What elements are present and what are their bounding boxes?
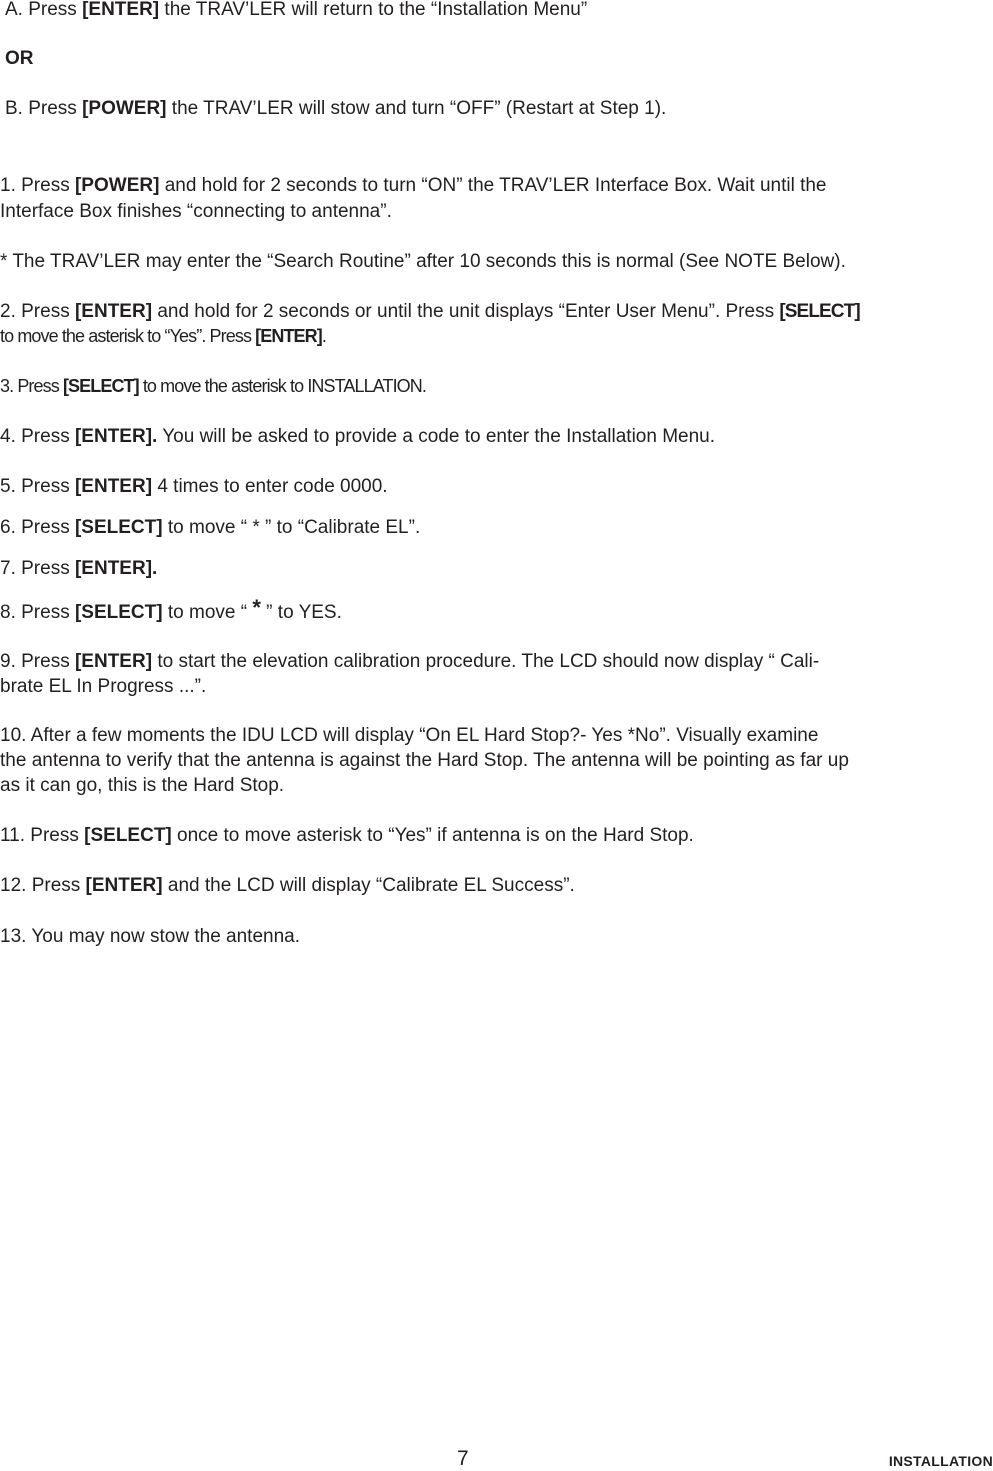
step-9-line-2: brate EL In Progress ...”. <box>0 676 207 697</box>
step-9-line-1 <box>0 650 819 674</box>
step-7 <box>0 557 157 581</box>
step-11-key: [SELECT] <box>84 825 172 846</box>
step-3 <box>0 374 426 398</box>
step-2-key-2: [SELECT] <box>779 301 860 322</box>
step-1-key: [POWER] <box>74 175 160 196</box>
step-9-pre: 9. Press <box>0 651 75 672</box>
step-3-post: to move the asterisk to INSTALLATION. <box>138 376 426 396</box>
step-5-key: [ENTER] <box>74 476 153 497</box>
step-5-post: 4 times to enter code 0000. <box>152 476 388 497</box>
step-3-pre: 3. Press <box>0 376 63 396</box>
step-2-key: [ENTER] <box>74 301 153 322</box>
step-8-key: [SELECT] <box>74 602 163 623</box>
step-9-key: [ENTER] <box>74 651 153 672</box>
option-a-pre: A. Press <box>5 0 83 20</box>
step-6 <box>0 516 420 540</box>
step-6-post: to move “ * ” to “Calibrate EL”. <box>162 517 421 538</box>
section-label: INSTALLATION <box>888 1453 993 1469</box>
step-5-pre: 5. Press <box>0 476 75 497</box>
step-12-key: [ENTER] <box>85 875 163 896</box>
option-b-pre: B. Press <box>5 98 83 119</box>
step-1-line-2: Interface Box finishes “connecting to antenna”. <box>0 201 392 222</box>
option-a-key: [ENTER] <box>82 0 160 20</box>
search-routine-note: * The TRAV’LER may enter the “Search Routine” after 10 seconds this is normal (See NOTE Below). <box>0 251 846 272</box>
step-7-key: [ENTER]. <box>74 558 158 579</box>
step-2-pre: 2. Press <box>0 301 75 322</box>
step-4-key: [ENTER]. <box>74 426 158 447</box>
option-b-post: the TRAV’LER will stow and turn “OFF” (Restart at Step 1). <box>166 98 667 119</box>
step-10-line-3: as it can go, this is the Hard Stop. <box>0 775 285 796</box>
step-9-post: to start the elevation calibration procedure. The LCD should now display “ Cali- <box>152 651 820 672</box>
step-6-pre: 6. Press <box>0 517 75 538</box>
step-2-line-1 <box>0 300 860 324</box>
step-8 <box>0 595 342 625</box>
option-a <box>5 0 587 22</box>
option-a-post: the TRAV’LER will return to the “Installation Menu” <box>159 0 588 20</box>
step-12 <box>0 874 575 898</box>
step-12-post: and the LCD will display “Calibrate EL Success”. <box>162 875 575 896</box>
page-number: 7 <box>457 1447 469 1470</box>
step-2-line-2 <box>0 324 326 348</box>
step-8-mid: to move “ <box>162 602 253 623</box>
step-11-post: once to move asterisk to “Yes” if antenna is on the Hard Stop. <box>171 825 694 846</box>
step-10-line-2: the antenna to verify that the antenna is against the Hard Stop. The antenna will be pointing as far up <box>0 750 849 771</box>
step-2-line-2-pre: to move the asterisk to “Yes”. Press <box>0 326 256 346</box>
step-1-line-1 <box>0 174 827 198</box>
step-2-line-2-post: . <box>321 326 326 346</box>
option-b-key: [POWER] <box>82 98 167 119</box>
step-2-line-2-key: [ENTER] <box>255 326 322 346</box>
step-1-pre: 1. Press <box>0 175 75 196</box>
step-10-line-1: 10. After a few moments the IDU LCD will display “On EL Hard Stop?- Yes *No”. Visually examine <box>0 725 819 746</box>
step-1-post: and hold for 2 seconds to turn “ON” the TRAV’LER Interface Box. Wait until the <box>159 175 827 196</box>
step-7-pre: 7. Press <box>0 558 75 579</box>
step-6-key: [SELECT] <box>74 517 163 538</box>
or-label: OR <box>5 48 34 69</box>
step-11 <box>0 824 694 848</box>
step-4-pre: 4. Press <box>0 426 75 447</box>
step-4 <box>0 425 715 449</box>
step-12-pre: 12. Press <box>0 875 86 896</box>
step-13: 13. You may now stow the antenna. <box>0 926 300 947</box>
step-2-mid: and hold for 2 seconds or until the unit displays “Enter User Menu”. Press <box>152 301 780 322</box>
step-11-pre: 11. Press <box>0 825 85 846</box>
step-3-key: [SELECT] <box>62 376 139 396</box>
step-5 <box>0 475 388 499</box>
step-8-pre: 8. Press <box>0 602 75 623</box>
step-8-post: ” to YES. <box>260 602 342 623</box>
step-4-post: You will be asked to provide a code to enter the Installation Menu. <box>157 426 716 447</box>
option-b <box>5 97 666 121</box>
step-8-asterisk: * <box>252 595 261 620</box>
